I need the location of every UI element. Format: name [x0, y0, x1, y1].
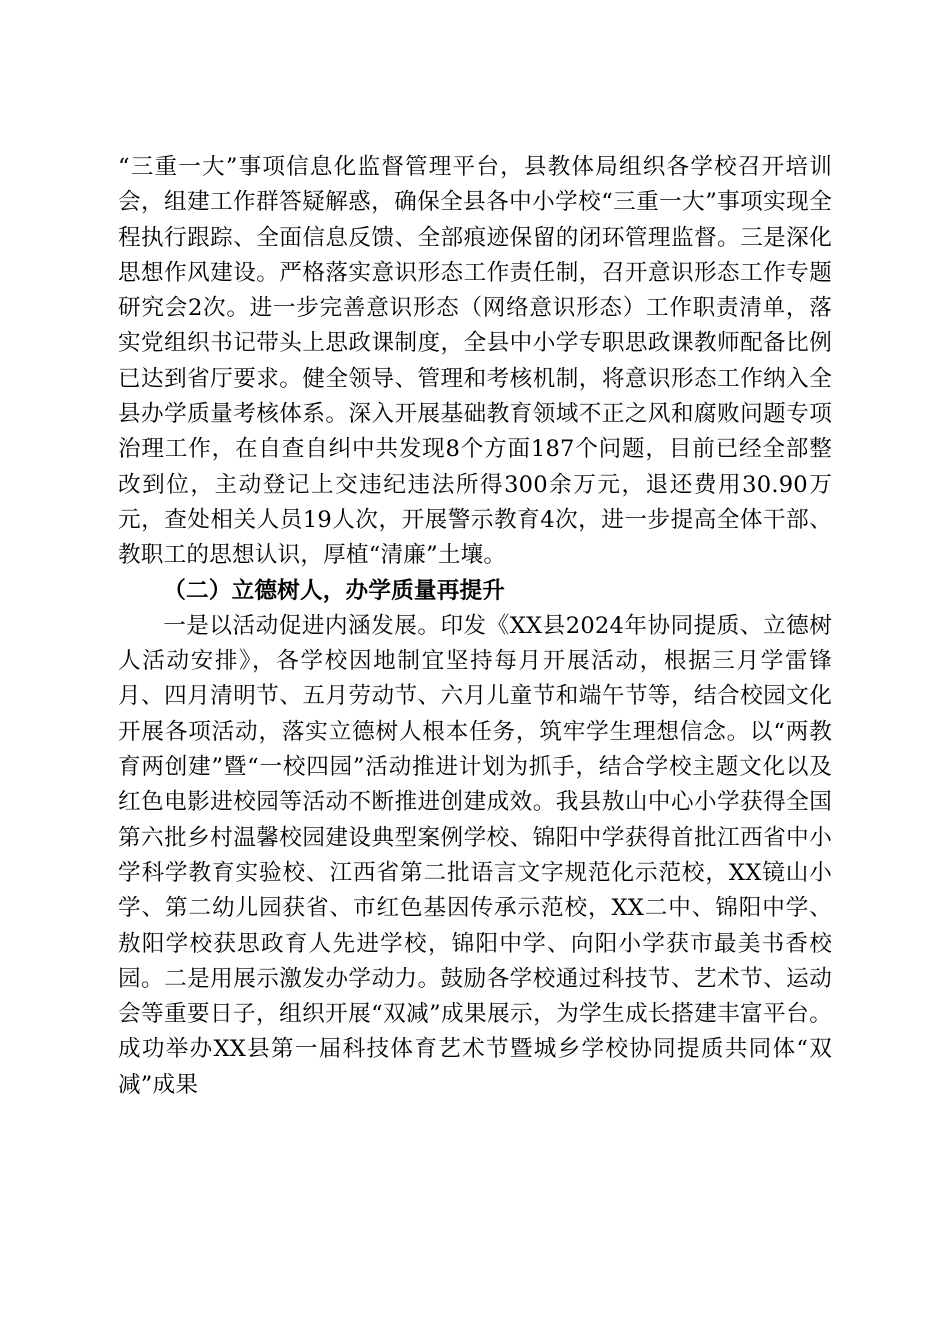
section-heading: （二）立德树人，办学质量再提升 [163, 577, 506, 604]
body-paragraph: “三重一大”事项信息化监督管理平台，县教体局组织各学校召开培训会，组建工作群答疑解惑，确保全县各中小学校“三重一大”事项实现全程执行跟踪、全面信息反馈、全部痕迹保留的闭环管理监督。三是深化思想作风建设。严格落实意识形态工作责任制，召开意识形态工作专题研究会2次。进一步完善意识形态（网络意识形态）工作职责清单，落实党组织书记带头上思政课制度，全县中小学专职思政课教师配备比例已达到省厅要求。健全领导、管理和考核机制，将意识形态工作纳入全县办学质量考核体系。深入开展基础教育领域不正之风和腐败问题专项治理工作，在自查自纠中共发现8个方面187个问题，目前已经全部整改到位，主动登记上交违纪违法所得300余万元，退还费用30.90万元，查处相关人员19人次，开展警示教育4次，进一步提高全体干部、教职工的思想认识，厚植“清廉”土壤。 [118, 154, 832, 569]
document-body [118, 150, 832, 1103]
body-paragraph: 一是以活动促进内涵发展。印发《XX县2024年协同提质、立德树人活动安排》，各学校因地制宜坚持每月开展活动，根据三月学雷锋月、四月清明节、五月劳动节、六月儿童节和端午节等，结合校园文化开展各项活动，落实立德树人根本任务，筑牢学生理想信念。以“两教育两创建”暨“一校四园”活动推进计划为抓手，结合学校主题文化以及红色电影进校园等活动不断推进创建成效。我县敖山中心小学获得全国第六批乡村温馨校园建设典型案例学校、锦阳中学获得首批江西省中小学科学教育实验校、江西省第二批语言文字规范化示范校，XX镜山小学、第二幼儿园获省、市红色基因传承示范校，XX二中、锦阳中学、敖阳学校获思政育人先进学校，锦阳中学、向阳小学获市最美书香校园。二是用展示激发办学动力。鼓励各学校通过科技节、艺术节、运动会等重要日子，组织开展“双减”成果展示，为学生成长搭建丰富平台。成功举办XX县第一届科技体育艺术节暨城乡学校协同提质共同体“双减”成果 [118, 612, 832, 1098]
